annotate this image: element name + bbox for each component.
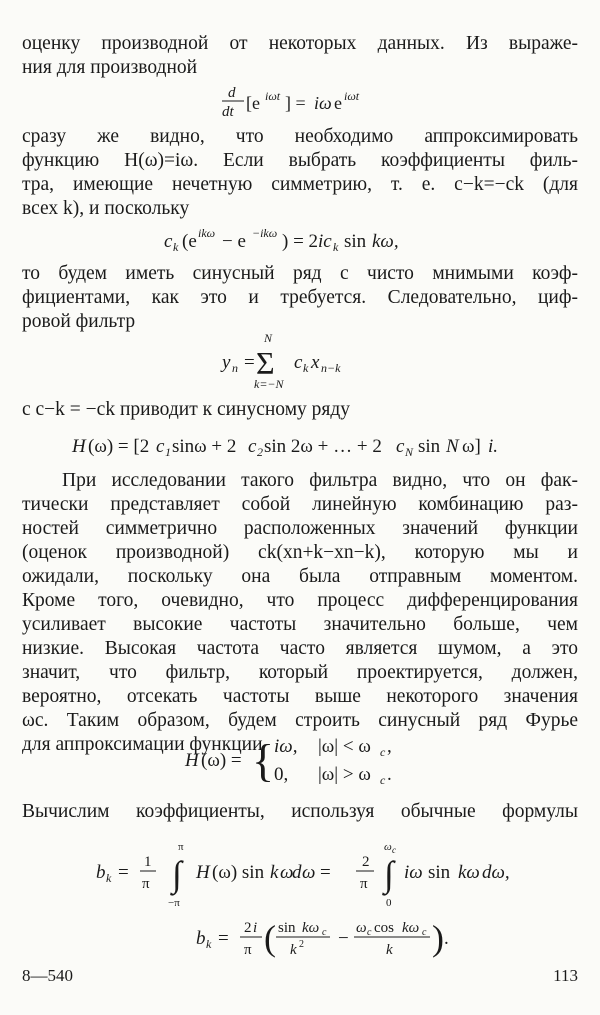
svg-text:ω: ω bbox=[384, 841, 392, 853]
text-line: (оценок производной) ck(xn+k−xn−k), которую мы и bbox=[22, 542, 578, 563]
svg-text:b: b bbox=[196, 928, 206, 949]
svg-text:c: c bbox=[380, 745, 386, 759]
text-line: с c−k = −ck приводит к синусному ряду bbox=[22, 399, 351, 420]
svg-text:c: c bbox=[396, 436, 405, 457]
formula-coefficient-graphic bbox=[0, 912, 600, 962]
svg-text:(ω) = [2: (ω) = [2 bbox=[88, 436, 150, 457]
svg-text:H: H bbox=[185, 750, 199, 771]
page-number: 113 bbox=[553, 966, 578, 985]
svg-text:c: c bbox=[164, 231, 173, 252]
svg-text:{: { bbox=[252, 735, 275, 786]
svg-text:cos: cos bbox=[374, 920, 394, 936]
formula-sine-series-graphic bbox=[0, 430, 600, 464]
svg-text:k: k bbox=[106, 871, 112, 885]
text-line: для аппроксимации функции bbox=[22, 734, 263, 755]
svg-text:ω]: ω] bbox=[462, 436, 481, 457]
svg-text:ikω: ikω bbox=[198, 226, 216, 240]
svg-text:c: c bbox=[322, 927, 327, 938]
svg-text:0: 0 bbox=[386, 897, 392, 909]
text-line: функцию H(ω)=iω. Если выбрать коэффициенты филь- bbox=[22, 150, 578, 171]
svg-text:=: = bbox=[118, 862, 129, 883]
formula-derivative-exp-graphic bbox=[0, 80, 600, 120]
svg-text:2: 2 bbox=[362, 854, 370, 870]
svg-text:iω,: iω, bbox=[274, 736, 298, 757]
svg-text:=: = bbox=[244, 352, 255, 373]
svg-text:k: k bbox=[270, 862, 279, 883]
svg-text:(ω) sin: (ω) sin bbox=[212, 862, 265, 883]
svg-text:kω: kω bbox=[458, 862, 480, 883]
svg-text:.: . bbox=[387, 764, 392, 785]
svg-text:.: . bbox=[444, 928, 449, 949]
text-line: оценку производной от некоторых данных. Из выраже- bbox=[22, 33, 578, 54]
text-line: то будем иметь синусный ряд с чисто мнимыми коэф- bbox=[22, 263, 578, 284]
text-line: ωc. Таким образом, будем строить синусный ряд Фурье bbox=[22, 710, 578, 731]
svg-text:|ω| > ω: |ω| > ω bbox=[318, 764, 371, 785]
svg-text:− e: − e bbox=[222, 231, 246, 252]
formula-piecewise bbox=[0, 728, 600, 790]
svg-text:iωt: iωt bbox=[344, 89, 360, 103]
svg-text:dt: dt bbox=[222, 104, 234, 120]
text-line: сразу же видно, что необходимо аппроксимировать bbox=[22, 126, 578, 147]
text-line: ровой фильтр bbox=[22, 311, 136, 332]
svg-text:k: k bbox=[290, 942, 297, 958]
svg-text:c: c bbox=[367, 927, 372, 938]
svg-text:k=−N: k=−N bbox=[254, 377, 284, 391]
svg-text:−: − bbox=[338, 928, 349, 949]
svg-text:e: e bbox=[334, 93, 342, 113]
svg-text:c: c bbox=[156, 436, 165, 457]
svg-text:k: k bbox=[173, 240, 179, 254]
svg-text:) = 2: ) = 2 bbox=[282, 231, 319, 252]
svg-text:x: x bbox=[311, 352, 320, 373]
svg-text:dω,: dω, bbox=[482, 862, 510, 883]
text-line: фициентами, как это и требуется. Следовательно, циф- bbox=[22, 287, 578, 308]
formula-filter-sum-graphic bbox=[0, 332, 600, 392]
text-line: всех k), и поскольку bbox=[22, 198, 190, 219]
svg-text:=: = bbox=[218, 928, 229, 949]
svg-text:∫: ∫ bbox=[172, 854, 182, 894]
svg-text:kω: kω bbox=[302, 920, 320, 936]
text-line: низкие. Высокая частота часто является шумом, а это bbox=[22, 638, 578, 659]
text-line: тра, имеющие нечетную симметрию, т. е. c−k=−ck (для bbox=[22, 174, 578, 195]
text-line: ностей симметрично расположенных значений функции bbox=[22, 518, 578, 539]
svg-text:−ikω: −ikω bbox=[252, 226, 278, 240]
svg-text:H: H bbox=[196, 862, 210, 883]
svg-text:iωt: iωt bbox=[265, 89, 281, 103]
text-line: тически представляет собой линейную комбинацию раз- bbox=[22, 494, 578, 515]
svg-text:c: c bbox=[294, 352, 303, 373]
svg-text:d: d bbox=[292, 862, 302, 883]
svg-text:ω: ω bbox=[302, 862, 316, 883]
svg-text:sin: sin bbox=[278, 920, 296, 936]
svg-text:∫: ∫ bbox=[384, 854, 394, 894]
svg-text:π: π bbox=[178, 841, 184, 853]
svg-text:(ω) =: (ω) = bbox=[201, 750, 242, 771]
svg-text:sin: sin bbox=[428, 862, 451, 883]
text-line: вероятно, отсекать частоты выше некоторого значения bbox=[22, 686, 578, 707]
svg-text:iω: iω bbox=[404, 862, 423, 883]
svg-text:y: y bbox=[222, 352, 231, 373]
svg-text:2: 2 bbox=[244, 920, 252, 936]
svg-text:π: π bbox=[142, 876, 150, 892]
text-line: Вычислим коэффициенты, используя обычные формулы bbox=[22, 801, 578, 822]
svg-text:iω: iω bbox=[314, 93, 332, 113]
svg-text:sin: sin bbox=[344, 231, 367, 252]
svg-text:i.: i. bbox=[488, 436, 499, 457]
text-line: усиливает высокие частоты значительно больше, чем bbox=[22, 614, 578, 635]
svg-text:kω: kω bbox=[402, 920, 420, 936]
svg-text:sin: sin bbox=[418, 436, 441, 457]
svg-text:=: = bbox=[320, 862, 331, 883]
svg-text:ω: ω bbox=[280, 862, 294, 883]
formula-derivative-exp bbox=[0, 80, 600, 120]
svg-text:] =: ] = bbox=[285, 93, 306, 113]
svg-text:kω,: kω, bbox=[372, 231, 399, 252]
formula-sine-identity-graphic bbox=[0, 225, 600, 259]
svg-text:ic: ic bbox=[318, 231, 332, 252]
svg-text:(e: (e bbox=[182, 231, 197, 252]
formula-filter-sum bbox=[0, 332, 600, 392]
svg-text:c: c bbox=[248, 436, 257, 457]
formula-sine-identity bbox=[0, 225, 600, 259]
svg-text:Σ: Σ bbox=[256, 345, 275, 381]
text-line: ожидали, поскольку она была отправным моментом. bbox=[22, 566, 578, 587]
svg-text:2: 2 bbox=[257, 445, 263, 459]
printer-signature: 8—540 bbox=[22, 966, 73, 985]
svg-text:0,: 0, bbox=[274, 764, 289, 785]
formula-coefficient bbox=[0, 912, 600, 962]
svg-text:): ) bbox=[432, 918, 444, 958]
svg-text:b: b bbox=[96, 862, 106, 883]
svg-text:N: N bbox=[446, 436, 459, 457]
svg-text:|ω| < ω: |ω| < ω bbox=[318, 736, 371, 757]
svg-text:sinω + 2: sinω + 2 bbox=[172, 436, 237, 457]
text-line: При исследовании такого фильтра видно, что он фак- bbox=[62, 470, 578, 491]
svg-text:n: n bbox=[232, 361, 238, 375]
svg-text:sin 2ω + … + 2: sin 2ω + … + 2 bbox=[264, 436, 382, 457]
svg-text:k: k bbox=[386, 942, 393, 958]
svg-text:k: k bbox=[206, 937, 212, 951]
svg-text:c: c bbox=[422, 927, 427, 938]
svg-text:ω: ω bbox=[356, 920, 367, 936]
svg-text:k: k bbox=[303, 361, 309, 375]
svg-text:N: N bbox=[264, 332, 273, 345]
svg-text:(: ( bbox=[264, 918, 276, 958]
formula-integral-graphic bbox=[0, 836, 600, 912]
text-line: Кроме того, очевидно, что процесс дифференцирования bbox=[22, 590, 578, 611]
formula-piecewise-graphic bbox=[0, 728, 600, 790]
svg-text:d: d bbox=[228, 85, 236, 101]
svg-text:n−k: n−k bbox=[321, 361, 341, 375]
svg-text:π: π bbox=[244, 942, 252, 958]
text-line: ния для производной bbox=[22, 57, 198, 78]
svg-text:c: c bbox=[392, 845, 396, 855]
svg-text:H: H bbox=[72, 436, 86, 457]
svg-text:[e: [e bbox=[246, 93, 260, 113]
svg-text:k: k bbox=[333, 240, 339, 254]
svg-text:1: 1 bbox=[144, 854, 152, 870]
svg-text:,: , bbox=[387, 736, 392, 757]
svg-text:1: 1 bbox=[165, 445, 171, 459]
formula-sine-series bbox=[0, 430, 600, 464]
formula-integral bbox=[0, 836, 600, 912]
svg-text:c: c bbox=[380, 773, 386, 787]
svg-text:i: i bbox=[253, 920, 258, 936]
text-line: значит, что фильтр, который проектируется, должен, bbox=[22, 662, 578, 683]
svg-text:π: π bbox=[360, 876, 368, 892]
svg-text:2: 2 bbox=[299, 939, 304, 950]
svg-text:N: N bbox=[405, 445, 414, 459]
svg-text:−π: −π bbox=[168, 897, 180, 909]
